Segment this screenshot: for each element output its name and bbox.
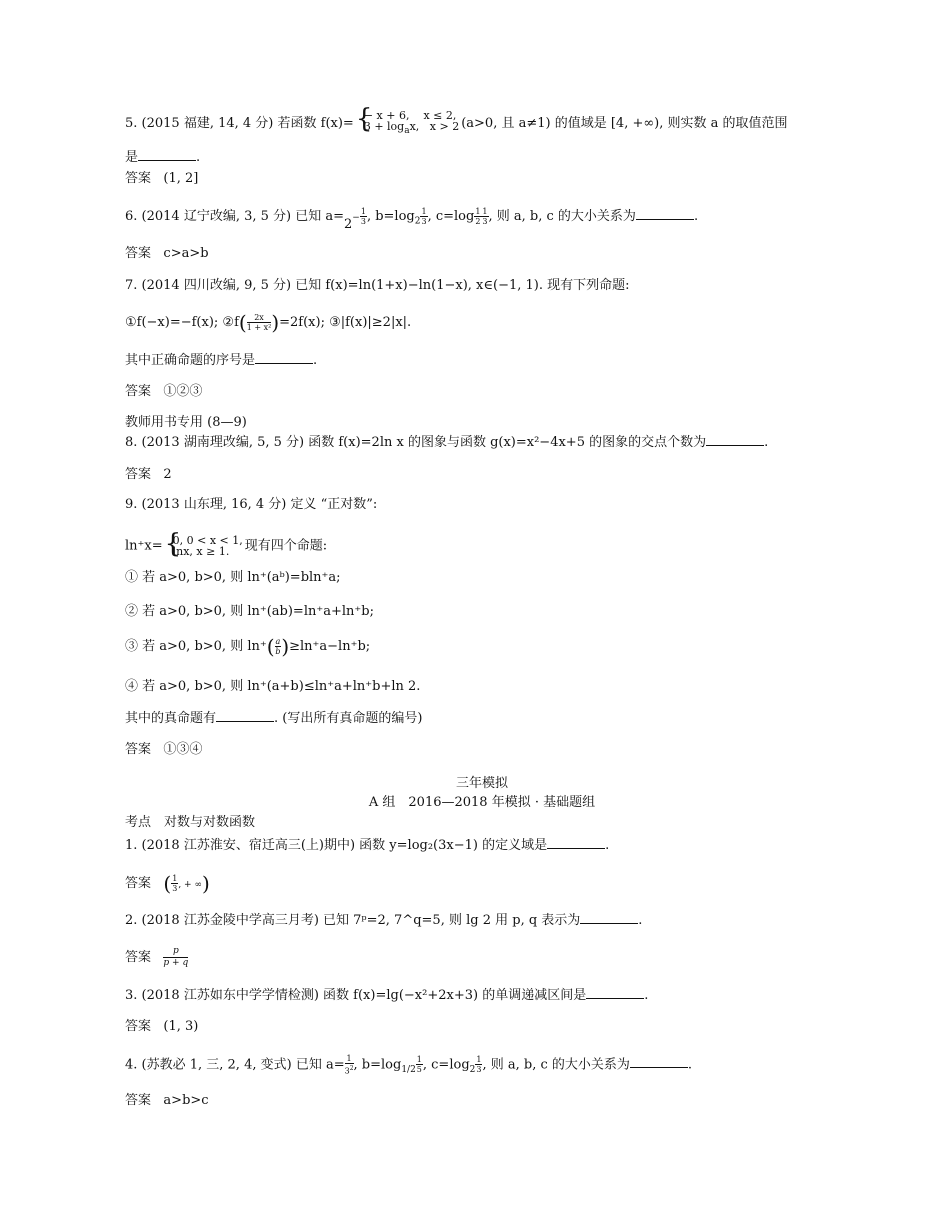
m4-answer: 答案 a>b>c (125, 1093, 209, 1108)
q9-line1: 9. (2013 山东理, 16, 4 分) 定义 “正对数”: (125, 497, 378, 512)
q6-line1: 6. (2014 辽宁改编, 3, 5 分) 已知 a=2− $\frac{1}{3}$ , $b=\log_2$ $\frac{1}{3}$ , c=log $\frac{1}{2}$ $\frac{1}{3}$ , 则 a, b, c 的大小关系为 . (125, 207, 699, 232)
q9-definition: ln⁺x= { 0, 0 < x < 1, lnx, x ≥ 1. 现有四个命题: (125, 535, 327, 557)
q9-true-line: 其中的真命题有 . (写出所有真命题的编号) (125, 711, 423, 726)
q9-blank[interactable] (216, 709, 274, 722)
q5-blank[interactable] (138, 148, 196, 161)
section-title: 三年模拟 (455, 776, 508, 791)
q7-answer: 答案 ①②③ (125, 384, 203, 399)
q9-c3: ③ 若 a>0, b>0, 则 ln⁺( $\frac{a}{b}$ )≥ln⁺a−ln⁺b; (125, 634, 371, 659)
q8-blank[interactable] (706, 433, 764, 446)
q8-answer: 答案 2 (125, 467, 172, 482)
q9-piecewise: { 0, 0 < x < 1, lnx, x ≥ 1. (165, 535, 243, 557)
q8-line1: 8. (2013 湖南理改编, 5, 5 分) 函数 f(x)=2ln x 的图象与函数 g(x)=x²−4x+5 的图象的交点个数为 . (125, 435, 769, 450)
q7-blank[interactable] (255, 351, 313, 364)
q5-answer: 答案 (1, 2] (125, 171, 199, 186)
m4-blank[interactable] (630, 1055, 688, 1068)
section-subtitle: A 组 2016—2018 年模拟 · 基础题组 (368, 795, 596, 810)
m2-line1: 2. (2018 江苏金陵中学高三月考) 已知 7ᵖ=2, 7^q=5, 则 lg 2 用 p, q 表示为 . (125, 913, 643, 928)
q6-answer: 答案 c>a>b (125, 246, 209, 261)
q9-c4: ④ 若 a>0, b>0, 则 ln⁺(a+b)≤ln⁺a+ln⁺b+ln 2. (125, 679, 421, 694)
m2-answer: 答案 $\frac{p}{p + q}$ (125, 946, 189, 968)
m1-blank[interactable] (547, 836, 605, 849)
m2-blank[interactable] (580, 911, 638, 924)
q7-line3: 其中正确命题的序号是 . (125, 353, 318, 368)
q5-piecewise: { − x + 6, x ≤ 2, $3 + \log_ax$, x > 2 (356, 110, 459, 137)
teacher-note: 教师用书专用 (8—9) (125, 415, 247, 430)
m3-answer: 答案 (1, 3) (125, 1019, 199, 1034)
m3-blank[interactable] (586, 986, 644, 999)
q7-line2: ①f(−x)=−f(x); ②f( $\frac{2x}{\text{1 + x²}}$ )=2f(x); ③|f(x)|≥2|x|. (125, 310, 412, 335)
topic-heading: 考点 对数与对数函数 (125, 815, 256, 830)
q9-c2: ② 若 a>0, b>0, 则 ln⁺(ab)=ln⁺a+ln⁺b; (125, 604, 374, 619)
q6-blank[interactable] (636, 207, 694, 220)
q9-answer: 答案 ①③④ (125, 742, 203, 757)
q7-line1: 7. (2014 四川改编, 9, 5 分) 已知 f(x)=ln(1+x)−ln(1−x), x∈(−1, 1). 现有下列命题: (125, 278, 630, 293)
q5-line1: 5. (2015 福建, 14, 4 分) 若函数 f(x)= { − x + 6, x ≤ 2, $3 + \log_ax$, x > 2 (a>0, 且 a≠1) 的值域是 [4, +∞), 则实数 a 的取值范围 (125, 110, 788, 137)
m3-line1: 3. (2018 江苏如东中学学情检测) 函数 f(x)=lg(−x²+2x+3) 的单调递减区间是 . (125, 988, 649, 1003)
m1-line1: 1. (2018 江苏淮安、宿迁高三(上)期中) 函数 y=log₂(3x−1) 的定义域是 . (125, 838, 610, 853)
q5-line2: 是 . (125, 150, 201, 165)
m4-line1: 4. (苏教必 1, 三, 2, 4, 变式) 已知 a= $\frac{1}{3^2}$ , $b=\log_{1/2}$ $\frac{1}{5}$ , $c=\log_2$ $\frac{1}{3}$ , 则 a, b, c 的大小关系为 . (125, 1054, 693, 1076)
m1-answer: 答案 ( $\frac{1}{3}$ , + ∞) (125, 871, 210, 896)
q9-c1: ① 若 a>0, b>0, 则 ln⁺(aᵇ)=bln⁺a; (125, 570, 341, 585)
